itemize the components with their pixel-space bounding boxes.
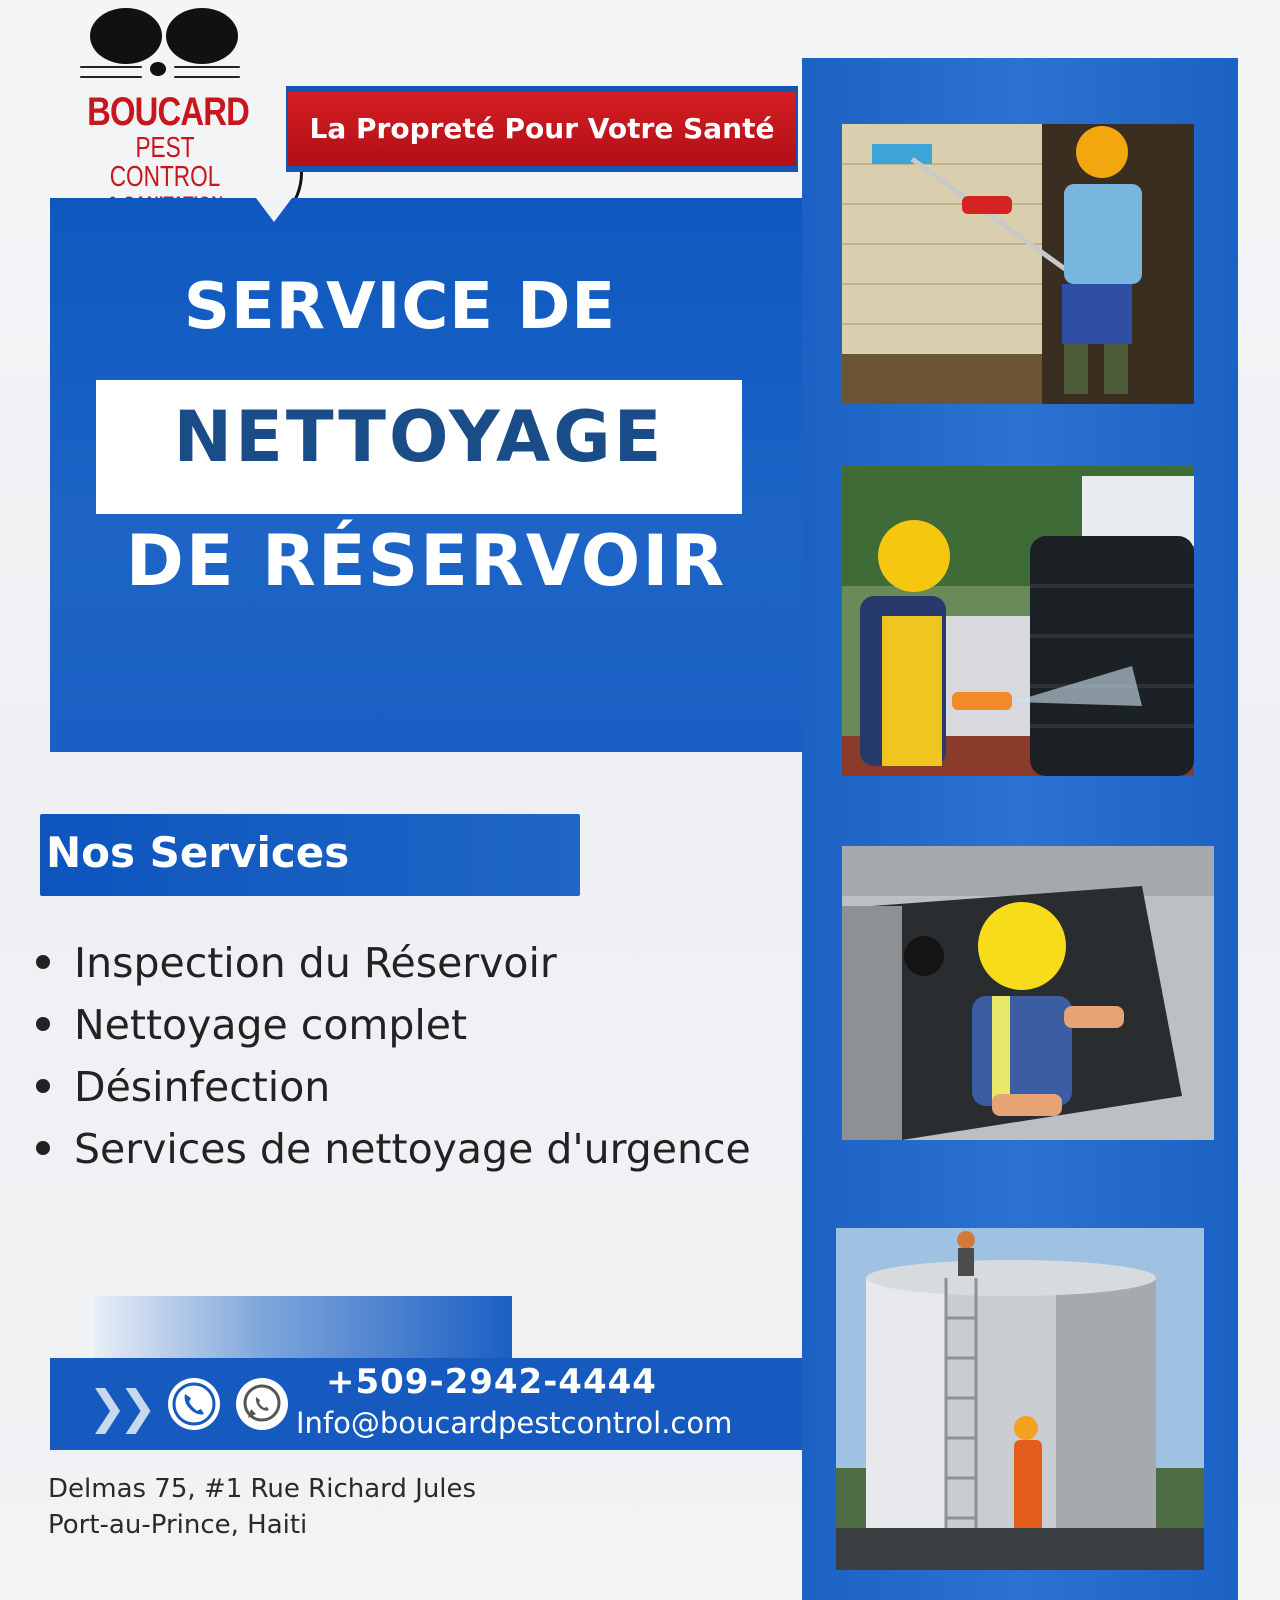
hero-title-line-2: NETTOYAGE [173,396,665,478]
photo-worker-entering-tank [842,846,1214,1140]
hero-notch [256,198,292,222]
contact-phone[interactable]: +509-2942-4444 [326,1362,657,1402]
list-item [36,994,751,1056]
service-item-label: Services de nettoyage d'urgence [74,1125,751,1173]
double-chevron-icon: ❯❯ [88,1380,150,1434]
mouse-ear-left [90,8,162,64]
phone-icon[interactable] [168,1378,220,1430]
bullet-icon [36,1017,50,1031]
list-item [36,1056,751,1118]
address-line-1: Delmas 75, #1 Rue Richard Jules [48,1474,477,1504]
photo-steel-tank-cleaning [836,1228,1204,1570]
photo-worker-scrubbing-wall [842,124,1194,404]
services-list [36,932,751,1180]
whisker [80,76,142,78]
whisker [174,66,240,68]
bullet-icon [36,955,50,969]
whisker [174,76,240,78]
service-item-label: Inspection du Réservoir [74,939,557,987]
contact-email[interactable]: Info@boucardpestcontrol.com [296,1406,733,1440]
mouse-ear-right [166,8,238,64]
list-item [36,1118,751,1180]
hero-title-line-1: SERVICE DE [183,270,617,344]
services-title: Nos Services [46,828,350,877]
logo-line-2: PEST CONTROL [109,132,221,193]
list-item [36,932,751,994]
tagline-text: La Propreté Pour Votre Santé [288,92,796,166]
service-item-label: Nettoyage complet [74,1001,468,1049]
contact-fade-strip [94,1296,512,1358]
bullet-icon [36,1141,50,1155]
whisker [80,66,142,68]
company-logo [70,0,270,230]
mouse-nose [150,62,166,76]
bullet-icon [36,1079,50,1093]
whatsapp-icon[interactable] [236,1378,288,1430]
tagline-banner [286,86,798,172]
service-item-label: Désinfection [74,1063,331,1111]
hero-title-line-3: DE RÉSERVOIR [125,520,727,602]
address-line-2: Port-au-Prince, Haiti [48,1510,308,1540]
photo-worker-spraying-tank [842,466,1194,776]
logo-line-1: BOUCARD [87,90,249,134]
